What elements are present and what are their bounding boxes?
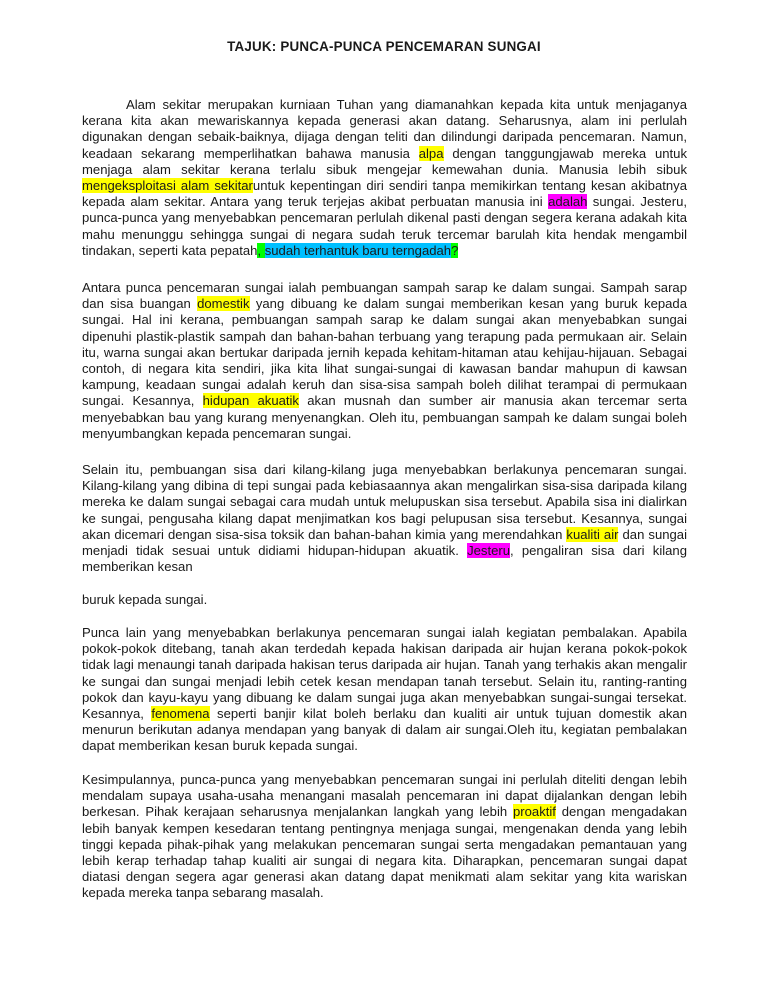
paragraph-text: buruk kepada sungai.: [82, 592, 208, 607]
paragraph-text: yang dibuang ke dalam sungai memberikan kesan yang buruk kepada sungai. Hal ini kerana, pembuangan sampah sarap ke dalam sungai akan menyebabkan sungai dipenuhi plastik-plastik sampah dan bahan-bahan terbuang yang terapung pada permukaan air. Selain itu, warna sungai akan bertukar daripada jernih kepada kehitam-hitaman atau kehijau-hijauan. Sebagai contoh, di negara kita sendiri, jika kita lihat sungai-sungai di kawasan bandar mahupun di kawsan kampung, keadaan sungai adalah keruh dan sisa-sisa sampah boleh dilihat terampai di permukaan sungai. Kesannya,: [82, 296, 687, 409]
highlighted-text-cyan: sudah terhantuk baru terngadah: [264, 242, 452, 258]
document-title: TAJUK: PUNCA-PUNCA PENCEMARAN SUNGAI: [227, 39, 541, 54]
paragraph-continuation: [82, 592, 687, 608]
paragraph-factory-waste: [82, 462, 687, 575]
paragraph-text: dan sungai menjadi tidak sesuai untuk didiami hidupan-hidupan akuatik.: [82, 526, 687, 559]
paragraph-text: Selain itu, pembuangan sisa dari kilang-kilang juga menyebabkan berlakunya pencemaran sungai. Kilang-kilang yang dibina di tepi sungai pada kebiasaannya akan mengalirkan sisa-sisa daripada kilang mereka ke dalam sungai sebagai cara mudah untuk melupuskan sisa tersebut. Apabila sisa ini dialirkan ke sungai, pengusaha kilang dapat menjimatkan kos bagi pelupusan sisa tersebut. Kesannya, sungai akan dicemari dengan sisa-sisa toksik dan bahan-bahan kimia yang merendahkan: [82, 462, 687, 542]
highlighted-text-yellow: kualiti air: [566, 526, 619, 542]
highlighted-text-yellow: fenomena: [151, 706, 210, 722]
paragraph-conclusion: [82, 772, 687, 902]
paragraph-text: Antara punca pencemaran sungai ialah pembuangan sampah sarap ke dalam sungai. Sampah sarap dan sisa buangan: [82, 280, 687, 312]
paragraph-text: seperti banjir kilat boleh berlaku dan kualiti air untuk tujuan domestik akan menurun berikutan adanya mendapan yang banyak di dalam air sungai.Oleh itu, kegiatan pembalakan dapat memberikan kesan buruk kepada sungai.: [82, 706, 688, 754]
highlighted-text-yellow: hidupan akuatik: [202, 393, 299, 409]
highlighted-text-yellow: alpa: [418, 145, 444, 161]
paragraph-text: untuk kepentingan diri sendiri tanpa memikirkan tentang kesan akibatnya kepada alam sekitar. Antara yang teruk terjejas akibat perbuatan manusia ini: [82, 178, 687, 210]
paragraph-text: , pengaliran sisa dari kilang memberikan kesan: [82, 543, 687, 575]
paragraph-text: Punca lain yang menyebabkan berlakunya pencemaran sungai ialah kegiatan pembalakan. Apabila pokok-pokok ditebang, tanah akan terdedah kepada hakisan daripada air hujan kerana pokok-pokok tidak lagi menaungi tanah daripada hakisan terus daripada air hujan. Tanah yang terhakis akan mengalir ke sungai dan sungai menjadi lebih cetek kesan mendapan tanah tersebut. Selain itu, ranting-ranting pokok dan kayu-kayu yang dibuang ke dalam sungai juga akan menyebabkan sungai-sungai tersekat. Kesannya,: [82, 625, 687, 722]
paragraph-text: dengan mengadakan lebih banyak kempen kesedaran tentang pentingnya menjaga sungai, mengenakan denda yang lebih tinggi kepada pihak-pihak yang melakukan pencemaran sungai serta mengadakan pemantauan yang lebih kerap terhadap tahap kualiti air sungai di negara kita. Diharapkan, pencemaran sungai dapat diatasi dengan segera agar generasi akan datang dapat menikmati alam sekitar yang kita wariskan kepada mereka tanpa sebarang masalah.: [82, 804, 687, 901]
paragraph-text: sungai. Jesteru, punca-punca yang menyebabkan pencemaran perlulah dikenal pasti dengan segera kerana adakah kita mahu menunggu sehingga sungai di negara sudah teruk tercemar barulah kita hendak mengambil tindakan, seperti kata pepatah: [82, 194, 687, 258]
paragraph-domestic-waste: [82, 280, 687, 442]
paragraph-text: akan musnah dan sumber air manusia akan tercemar serta menyebabkan bau yang kurang menyenangkan. Oleh itu, pembuangan sampah ke dalam sungai boleh menyumbangkan kepada pencemaran sungai.: [82, 393, 688, 441]
paragraph-text: Kesimpulannya, punca-punca yang menyebabkan pencemaran sungai ini perlulah diteliti dengan lebih mendalam supaya usaha-usaha menangani masalah pencemaran ini dapat dijalankan dengan lebih berkesan. Pihak kerajaan seharusnya menjalankan langkah yang lebih: [82, 772, 687, 820]
highlighted-text-yellow: proaktif: [512, 804, 556, 820]
paragraph-text: Alam sekitar merupakan kurniaan Tuhan yang diamanahkan kepada kita untuk menjaganya kerana kita akan mewariskannya kepada generasi akan datang. Seharusnya, alam ini perlulah digunakan dengan sebaik-baiknya, dijaga dengan teliti dan dilindungi daripada pencemaran. Namun, keadaan sekarang memperlihatkan bahawa manusia: [82, 97, 687, 161]
highlighted-text-magenta: adalah: [548, 194, 588, 210]
paragraph-logging: [82, 625, 687, 755]
highlighted-text-magenta: Jesteru: [467, 543, 511, 559]
highlighted-text-green: ?: [451, 242, 459, 258]
highlighted-text-green: ,: [257, 242, 265, 258]
paragraph-introduction: [82, 97, 687, 259]
highlighted-text-yellow: domestik: [197, 296, 250, 312]
paragraph-text: dengan tanggungjawab mereka untuk menjaga alam sekitar kerana terlalu sibuk mengejar kemewahan dunia. Manusia lebih sibuk: [82, 145, 687, 177]
highlighted-text-yellow: mengeksploitasi alam sekitar: [82, 178, 253, 194]
